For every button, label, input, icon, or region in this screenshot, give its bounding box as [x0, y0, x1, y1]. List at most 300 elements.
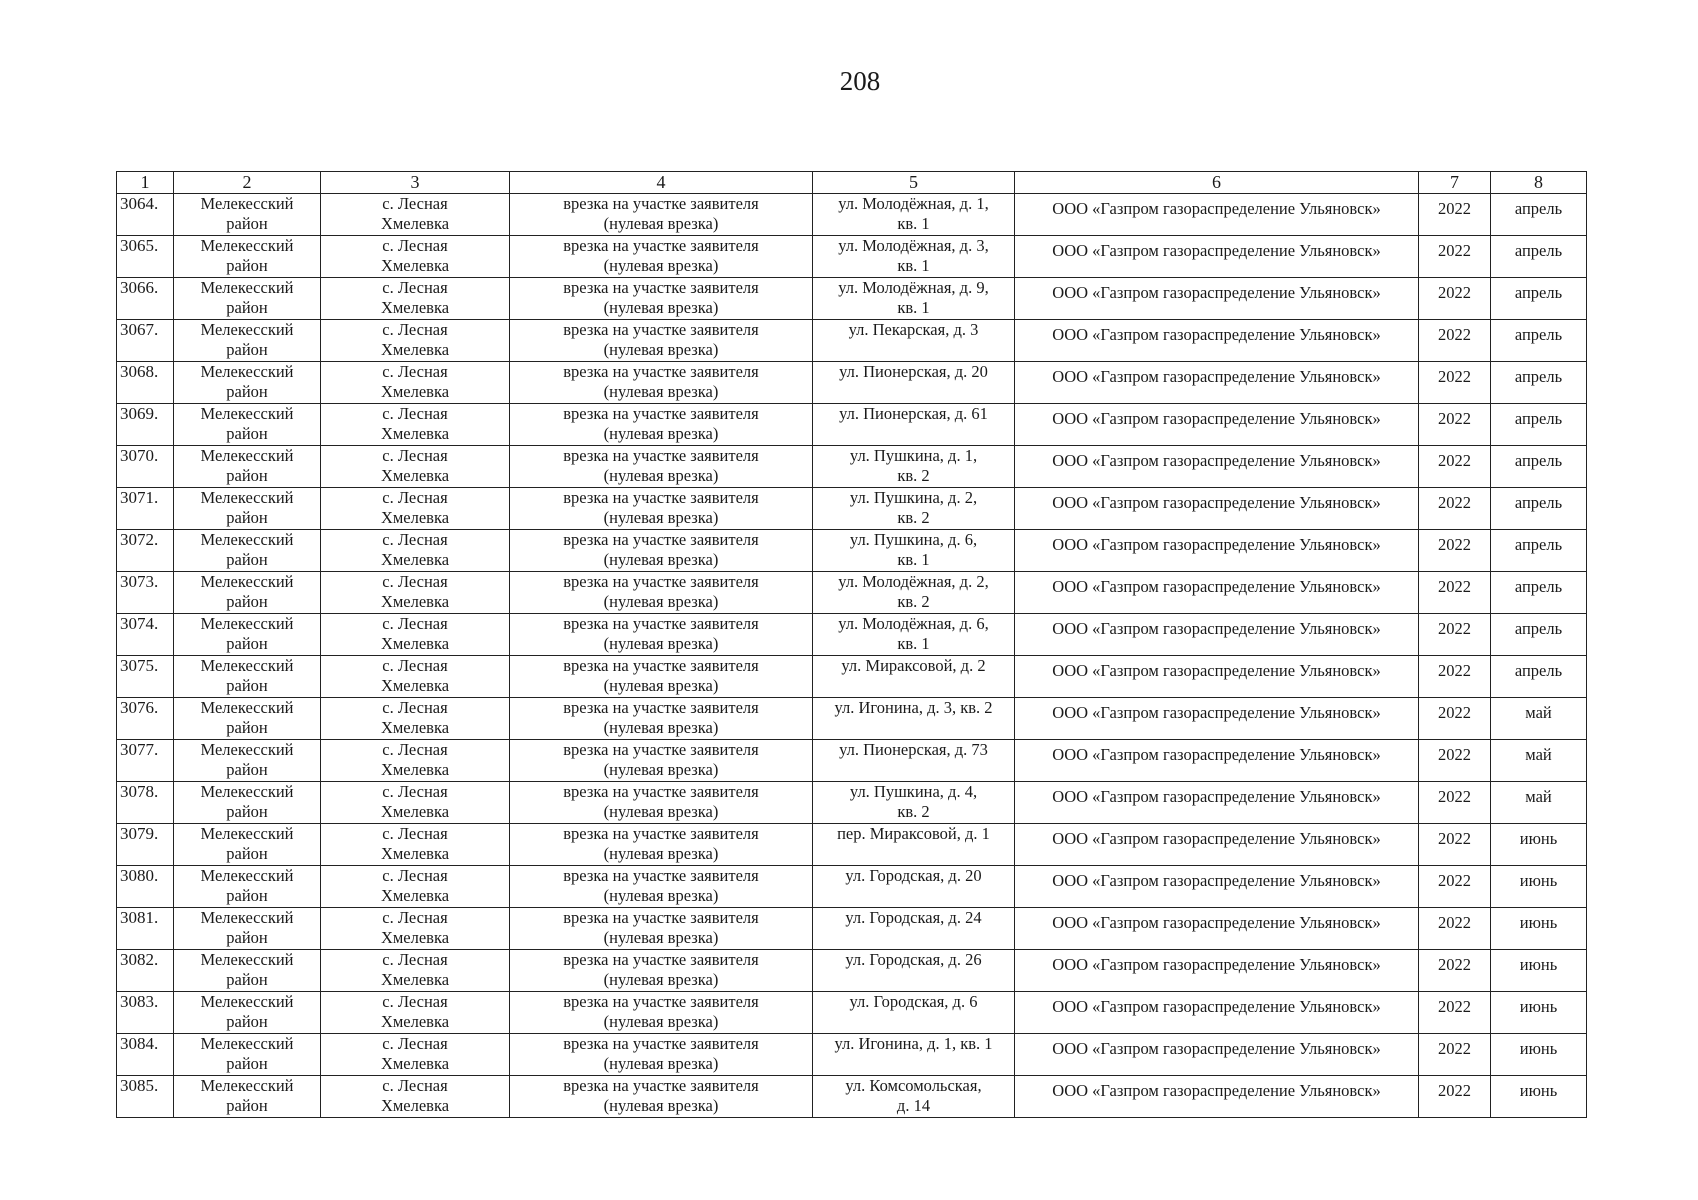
settlement-cell	[321, 698, 510, 740]
work-type-cell-line: врезка на участке заявителя	[563, 572, 759, 591]
settlement-cell-line: с. Лесная	[382, 446, 448, 465]
work-type-cell-line: врезка на участке заявителя	[563, 866, 759, 885]
month-cell	[1491, 446, 1587, 488]
month-cell-line: июнь	[1519, 997, 1558, 1016]
month-cell	[1491, 740, 1587, 782]
address-cell	[813, 1034, 1015, 1076]
year-cell-line: 2022	[1438, 1081, 1471, 1100]
year-cell	[1419, 194, 1491, 236]
address-cell-line: ул. Молодёжная, д. 6,	[838, 614, 989, 633]
settlement-cell-line: с. Лесная	[382, 362, 448, 381]
settlement-cell-line: с. Лесная	[382, 656, 448, 675]
work-type-cell-line: (нулевая врезка)	[603, 340, 719, 359]
district-cell	[174, 488, 321, 530]
settlement-cell-line: Хмелевка	[380, 466, 450, 485]
settlement-cell	[321, 908, 510, 950]
address-cell-line: кв. 1	[897, 298, 930, 317]
address-cell	[813, 194, 1015, 236]
settlement-cell-line: с. Лесная	[382, 782, 448, 801]
month-cell	[1491, 992, 1587, 1034]
work-type-cell-line: врезка на участке заявителя	[563, 320, 759, 339]
address-cell-line: ул. Молодёжная, д. 9,	[838, 278, 989, 297]
month-cell-line: апрель	[1514, 199, 1563, 218]
year-cell	[1419, 614, 1491, 656]
organization-cell	[1015, 698, 1419, 740]
organization-cell	[1015, 362, 1419, 404]
settlement-cell	[321, 950, 510, 992]
settlement-cell	[321, 488, 510, 530]
work-type-cell	[510, 320, 813, 362]
table-row	[117, 1076, 1587, 1118]
settlement-cell	[321, 656, 510, 698]
row-number-line: 3066.	[120, 278, 159, 297]
year-cell-line: 2022	[1438, 829, 1471, 848]
year-cell	[1419, 320, 1491, 362]
district-cell-line: район	[226, 802, 268, 821]
organization-cell-line: ООО «Газпром газораспределение Ульяновск»	[1052, 577, 1381, 596]
work-type-cell	[510, 446, 813, 488]
year-cell	[1419, 782, 1491, 824]
settlement-cell-line: Хмелевка	[380, 424, 450, 443]
settlement-cell-line: Хмелевка	[380, 214, 450, 233]
month-cell	[1491, 866, 1587, 908]
row-number-line: 3067.	[120, 320, 159, 339]
header-row	[117, 172, 1587, 194]
address-cell	[813, 866, 1015, 908]
settlement-cell-line: Хмелевка	[380, 1054, 450, 1073]
table-row	[117, 404, 1587, 446]
settlement-cell	[321, 1076, 510, 1118]
settlement-cell-line: с. Лесная	[382, 1034, 448, 1053]
district-cell-line: район	[226, 760, 268, 779]
table-row	[117, 656, 1587, 698]
organization-cell	[1015, 488, 1419, 530]
work-type-cell-line: врезка на участке заявителя	[563, 782, 759, 801]
work-type-cell	[510, 740, 813, 782]
district-cell-line: район	[226, 466, 268, 485]
address-cell-line: ул. Молодёжная, д. 2,	[838, 572, 989, 591]
row-number	[117, 656, 174, 698]
district-cell-line: район	[226, 970, 268, 989]
district-cell-line: Мелекесский	[200, 614, 294, 633]
organization-cell-line: ООО «Газпром газораспределение Ульяновск»	[1052, 661, 1381, 680]
work-type-cell-line: врезка на участке заявителя	[563, 740, 759, 759]
district-cell-line: Мелекесский	[200, 278, 294, 297]
month-cell	[1491, 614, 1587, 656]
settlement-cell	[321, 740, 510, 782]
month-cell-line: апрель	[1514, 619, 1563, 638]
work-type-cell-line: (нулевая врезка)	[603, 466, 719, 485]
address-cell	[813, 320, 1015, 362]
month-cell-line: апрель	[1514, 535, 1563, 554]
month-cell-line: июнь	[1519, 1081, 1558, 1100]
month-cell	[1491, 194, 1587, 236]
settlement-cell-line: с. Лесная	[382, 194, 448, 213]
year-cell-line: 2022	[1438, 451, 1471, 470]
month-cell-line: апрель	[1514, 493, 1563, 512]
settlement-cell-line: с. Лесная	[382, 1076, 448, 1095]
district-cell-line: Мелекесский	[200, 572, 294, 591]
district-cell-line: район	[226, 1096, 268, 1115]
row-number	[117, 782, 174, 824]
header-cell: 4	[510, 172, 813, 194]
settlement-cell	[321, 236, 510, 278]
year-cell	[1419, 740, 1491, 782]
row-number-line: 3082.	[120, 950, 159, 969]
district-cell-line: район	[226, 676, 268, 695]
row-number-line: 3070.	[120, 446, 159, 465]
settlement-cell-line: Хмелевка	[380, 1096, 450, 1115]
row-number-line: 3083.	[120, 992, 159, 1011]
settlement-cell-line: Хмелевка	[380, 382, 450, 401]
row-number-line: 3065.	[120, 236, 159, 255]
district-cell	[174, 320, 321, 362]
month-cell	[1491, 1076, 1587, 1118]
organization-cell-line: ООО «Газпром газораспределение Ульяновск»	[1052, 535, 1381, 554]
month-cell-line: май	[1525, 787, 1552, 806]
header-cell: 5	[813, 172, 1015, 194]
district-cell-line: район	[226, 256, 268, 275]
district-cell	[174, 236, 321, 278]
district-cell-line: район	[226, 382, 268, 401]
work-type-cell-line: (нулевая врезка)	[603, 844, 719, 863]
district-cell	[174, 194, 321, 236]
work-type-cell-line: врезка на участке заявителя	[563, 278, 759, 297]
settlement-cell-line: с. Лесная	[382, 908, 448, 927]
organization-cell	[1015, 320, 1419, 362]
row-number	[117, 698, 174, 740]
year-cell	[1419, 278, 1491, 320]
work-type-cell-line: врезка на участке заявителя	[563, 824, 759, 843]
address-cell-line: ул. Городская, д. 26	[845, 950, 982, 969]
table-row	[117, 572, 1587, 614]
year-cell-line: 2022	[1438, 577, 1471, 596]
settlement-cell-line: с. Лесная	[382, 614, 448, 633]
work-type-cell-line: (нулевая врезка)	[603, 634, 719, 653]
work-type-cell-line: врезка на участке заявителя	[563, 362, 759, 381]
settlement-cell	[321, 278, 510, 320]
work-type-cell-line: врезка на участке заявителя	[563, 1076, 759, 1095]
address-cell	[813, 614, 1015, 656]
row-number	[117, 1034, 174, 1076]
settlement-cell	[321, 362, 510, 404]
district-cell	[174, 656, 321, 698]
settlement-cell-line: с. Лесная	[382, 530, 448, 549]
organization-cell	[1015, 572, 1419, 614]
row-number-line: 3071.	[120, 488, 159, 507]
address-cell-line: кв. 1	[897, 214, 930, 233]
district-cell	[174, 992, 321, 1034]
month-cell-line: апрель	[1514, 325, 1563, 344]
work-type-cell	[510, 908, 813, 950]
address-cell-line: пер. Мираксовой, д. 1	[837, 824, 990, 843]
header-cell: 3	[321, 172, 510, 194]
month-cell-line: апрель	[1514, 577, 1563, 596]
month-cell-line: апрель	[1514, 451, 1563, 470]
row-number	[117, 908, 174, 950]
settlement-cell-line: Хмелевка	[380, 634, 450, 653]
organization-cell-line: ООО «Газпром газораспределение Ульяновск»	[1052, 913, 1381, 932]
month-cell	[1491, 824, 1587, 866]
organization-cell-line: ООО «Газпром газораспределение Ульяновск»	[1052, 787, 1381, 806]
work-type-cell-line: врезка на участке заявителя	[563, 446, 759, 465]
year-cell	[1419, 908, 1491, 950]
settlement-cell-line: Хмелевка	[380, 550, 450, 569]
district-cell	[174, 1076, 321, 1118]
organization-cell	[1015, 782, 1419, 824]
work-type-cell-line: врезка на участке заявителя	[563, 698, 759, 717]
settlement-cell-line: с. Лесная	[382, 950, 448, 969]
row-number-line: 3074.	[120, 614, 159, 633]
row-number-line: 3080.	[120, 866, 159, 885]
settlement-cell	[321, 614, 510, 656]
address-cell-line: кв. 1	[897, 256, 930, 275]
year-cell-line: 2022	[1438, 535, 1471, 554]
work-type-cell	[510, 866, 813, 908]
year-cell	[1419, 698, 1491, 740]
year-cell	[1419, 992, 1491, 1034]
month-cell-line: июнь	[1519, 913, 1558, 932]
work-type-cell	[510, 404, 813, 446]
row-number-line: 3077.	[120, 740, 159, 759]
work-type-cell-line: (нулевая врезка)	[603, 298, 719, 317]
organization-cell-line: ООО «Газпром газораспределение Ульяновск»	[1052, 871, 1381, 890]
district-cell-line: район	[226, 634, 268, 653]
table-row	[117, 992, 1587, 1034]
district-cell-line: район	[226, 1054, 268, 1073]
settlement-cell-line: Хмелевка	[380, 718, 450, 737]
month-cell-line: апрель	[1514, 367, 1563, 386]
organization-cell-line: ООО «Газпром газораспределение Ульяновск»	[1052, 325, 1381, 344]
month-cell-line: апрель	[1514, 661, 1563, 680]
data-table	[116, 171, 1587, 1118]
work-type-cell	[510, 614, 813, 656]
district-cell-line: район	[226, 424, 268, 443]
district-cell-line: Мелекесский	[200, 488, 294, 507]
address-cell	[813, 782, 1015, 824]
month-cell	[1491, 278, 1587, 320]
row-number-line: 3081.	[120, 908, 159, 927]
organization-cell	[1015, 950, 1419, 992]
row-number	[117, 446, 174, 488]
work-type-cell-line: (нулевая врезка)	[603, 1096, 719, 1115]
year-cell-line: 2022	[1438, 661, 1471, 680]
month-cell	[1491, 362, 1587, 404]
work-type-cell	[510, 992, 813, 1034]
district-cell	[174, 698, 321, 740]
district-cell	[174, 866, 321, 908]
work-type-cell	[510, 950, 813, 992]
month-cell-line: май	[1525, 703, 1552, 722]
settlement-cell-line: Хмелевка	[380, 928, 450, 947]
year-cell-line: 2022	[1438, 787, 1471, 806]
year-cell-line: 2022	[1438, 745, 1471, 764]
work-type-cell-line: врезка на участке заявителя	[563, 656, 759, 675]
district-cell	[174, 908, 321, 950]
settlement-cell	[321, 572, 510, 614]
settlement-cell-line: Хмелевка	[380, 802, 450, 821]
settlement-cell-line: Хмелевка	[380, 1012, 450, 1031]
organization-cell-line: ООО «Газпром газораспределение Ульяновск»	[1052, 955, 1381, 974]
district-cell-line: район	[226, 214, 268, 233]
header-cell: 7	[1419, 172, 1491, 194]
address-cell	[813, 236, 1015, 278]
settlement-cell	[321, 1034, 510, 1076]
settlement-cell-line: с. Лесная	[382, 488, 448, 507]
row-number	[117, 362, 174, 404]
address-cell	[813, 698, 1015, 740]
district-cell-line: Мелекесский	[200, 194, 294, 213]
row-number-line: 3084.	[120, 1034, 159, 1053]
settlement-cell-line: Хмелевка	[380, 592, 450, 611]
work-type-cell-line: (нулевая врезка)	[603, 1012, 719, 1031]
row-number	[117, 194, 174, 236]
address-cell	[813, 950, 1015, 992]
district-cell-line: район	[226, 928, 268, 947]
work-type-cell-line: (нулевая врезка)	[603, 424, 719, 443]
address-cell	[813, 656, 1015, 698]
address-cell	[813, 1076, 1015, 1118]
work-type-cell	[510, 530, 813, 572]
table-row	[117, 908, 1587, 950]
month-cell	[1491, 1034, 1587, 1076]
organization-cell	[1015, 278, 1419, 320]
address-cell-line: ул. Пушкина, д. 6,	[849, 530, 978, 549]
address-cell-line: кв. 2	[897, 592, 930, 611]
address-cell	[813, 362, 1015, 404]
table-row	[117, 740, 1587, 782]
year-cell-line: 2022	[1438, 997, 1471, 1016]
organization-cell	[1015, 992, 1419, 1034]
settlement-cell-line: Хмелевка	[380, 340, 450, 359]
settlement-cell-line: с. Лесная	[382, 992, 448, 1011]
work-type-cell-line: (нулевая врезка)	[603, 676, 719, 695]
work-type-cell	[510, 1076, 813, 1118]
month-cell-line: июнь	[1519, 871, 1558, 890]
district-cell-line: район	[226, 886, 268, 905]
work-type-cell	[510, 362, 813, 404]
work-type-cell-line: (нулевая врезка)	[603, 592, 719, 611]
address-cell	[813, 530, 1015, 572]
month-cell	[1491, 572, 1587, 614]
address-cell-line: ул. Пионерская, д. 20	[839, 362, 988, 381]
settlement-cell	[321, 866, 510, 908]
work-type-cell	[510, 698, 813, 740]
district-cell	[174, 1034, 321, 1076]
row-number	[117, 530, 174, 572]
address-cell	[813, 908, 1015, 950]
row-number	[117, 236, 174, 278]
work-type-cell-line: (нулевая врезка)	[603, 760, 719, 779]
year-cell-line: 2022	[1438, 409, 1471, 428]
address-cell	[813, 824, 1015, 866]
work-type-cell-line: врезка на участке заявителя	[563, 992, 759, 1011]
header-cell: 6	[1015, 172, 1419, 194]
district-cell-line: район	[226, 340, 268, 359]
work-type-cell	[510, 572, 813, 614]
year-cell-line: 2022	[1438, 913, 1471, 932]
work-type-cell-line: (нулевая врезка)	[603, 886, 719, 905]
year-cell-line: 2022	[1438, 325, 1471, 344]
row-number	[117, 404, 174, 446]
address-cell-line: кв. 1	[897, 634, 930, 653]
organization-cell	[1015, 236, 1419, 278]
header-cell: 8	[1491, 172, 1587, 194]
address-cell-line: кв. 1	[897, 550, 930, 569]
header-cell: 2	[174, 172, 321, 194]
header-cell: 1	[117, 172, 174, 194]
year-cell	[1419, 1076, 1491, 1118]
settlement-cell-line: Хмелевка	[380, 508, 450, 527]
settlement-cell	[321, 992, 510, 1034]
year-cell	[1419, 866, 1491, 908]
settlement-cell-line: с. Лесная	[382, 740, 448, 759]
district-cell-line: Мелекесский	[200, 950, 294, 969]
settlement-cell	[321, 194, 510, 236]
organization-cell	[1015, 1076, 1419, 1118]
settlement-cell-line: с. Лесная	[382, 866, 448, 885]
work-type-cell	[510, 782, 813, 824]
table-row	[117, 488, 1587, 530]
work-type-cell	[510, 656, 813, 698]
work-type-cell-line: врезка на участке заявителя	[563, 236, 759, 255]
work-type-cell-line: (нулевая врезка)	[603, 382, 719, 401]
row-number-line: 3072.	[120, 530, 159, 549]
month-cell	[1491, 320, 1587, 362]
organization-cell	[1015, 656, 1419, 698]
organization-cell-line: ООО «Газпром газораспределение Ульяновск»	[1052, 283, 1381, 302]
organization-cell-line: ООО «Газпром газораспределение Ульяновск»	[1052, 451, 1381, 470]
month-cell	[1491, 530, 1587, 572]
year-cell	[1419, 656, 1491, 698]
work-type-cell	[510, 488, 813, 530]
month-cell	[1491, 656, 1587, 698]
settlement-cell-line: с. Лесная	[382, 572, 448, 591]
month-cell-line: апрель	[1514, 283, 1563, 302]
district-cell-line: район	[226, 298, 268, 317]
district-cell-line: Мелекесский	[200, 782, 294, 801]
organization-cell-line: ООО «Газпром газораспределение Ульяновск»	[1052, 241, 1381, 260]
row-number	[117, 950, 174, 992]
year-cell-line: 2022	[1438, 367, 1471, 386]
work-type-cell-line: (нулевая врезка)	[603, 970, 719, 989]
work-type-cell-line: врезка на участке заявителя	[563, 530, 759, 549]
work-type-cell-line: (нулевая врезка)	[603, 214, 719, 233]
work-type-cell-line: врезка на участке заявителя	[563, 1034, 759, 1053]
row-number-line: 3078.	[120, 782, 159, 801]
settlement-cell	[321, 530, 510, 572]
month-cell	[1491, 908, 1587, 950]
address-cell	[813, 572, 1015, 614]
month-cell	[1491, 488, 1587, 530]
settlement-cell-line: с. Лесная	[382, 320, 448, 339]
settlement-cell-line: Хмелевка	[380, 886, 450, 905]
work-type-cell-line: (нулевая врезка)	[603, 718, 719, 737]
work-type-cell-line: (нулевая врезка)	[603, 928, 719, 947]
address-cell-line: ул. Городская, д. 6	[849, 992, 978, 1011]
district-cell-line: Мелекесский	[200, 824, 294, 843]
work-type-cell	[510, 1034, 813, 1076]
year-cell	[1419, 488, 1491, 530]
organization-cell-line: ООО «Газпром газораспределение Ульяновск»	[1052, 745, 1381, 764]
year-cell-line: 2022	[1438, 1039, 1471, 1058]
table-row	[117, 446, 1587, 488]
settlement-cell	[321, 404, 510, 446]
table-row	[117, 320, 1587, 362]
address-cell-line: ул. Пушкина, д. 4,	[849, 782, 978, 801]
address-cell-line: ул. Пекарская, д. 3	[848, 320, 979, 339]
district-cell	[174, 740, 321, 782]
